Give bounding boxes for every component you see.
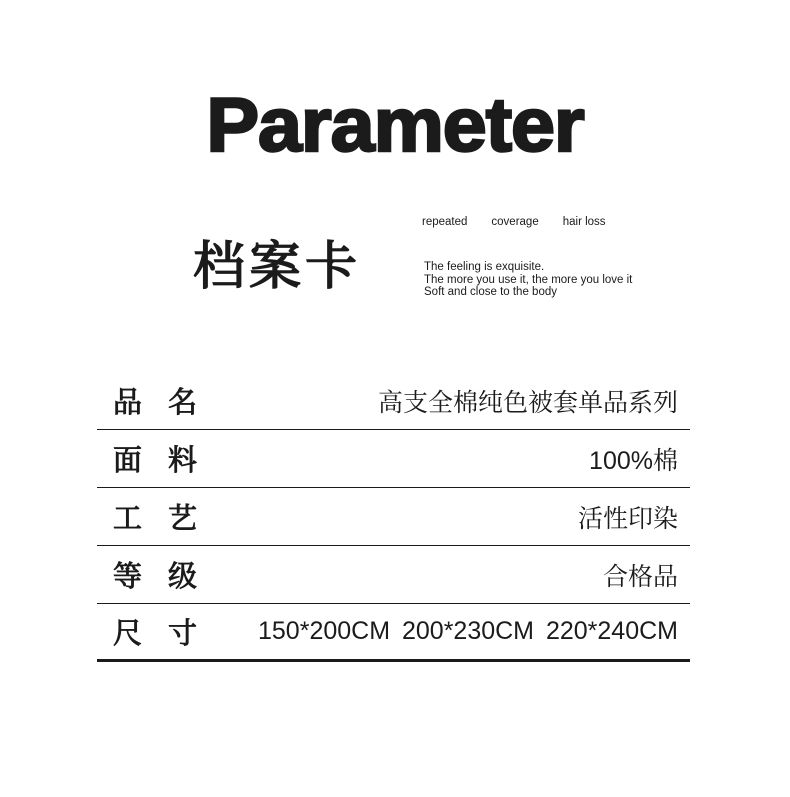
row-label bbox=[113, 438, 197, 479]
row-label bbox=[113, 496, 197, 537]
page-title: Parameter bbox=[206, 83, 584, 168]
row-label-char: 等 bbox=[113, 561, 143, 593]
row-label-char: 名 bbox=[167, 387, 197, 419]
row-value: 150*200CM 200*230CM 220*240CM bbox=[258, 617, 678, 645]
description-line: The feeling is exquisite. bbox=[424, 261, 545, 273]
row-value: 合格品 bbox=[602, 562, 678, 591]
spec-table bbox=[97, 372, 690, 662]
row-label-char: 面 bbox=[113, 445, 143, 477]
row-label-char: 寸 bbox=[167, 618, 197, 650]
table-row-size bbox=[97, 604, 690, 662]
product-description bbox=[424, 261, 632, 299]
feature-keyword: hair loss bbox=[562, 216, 606, 228]
feature-keyword: repeated bbox=[422, 216, 468, 228]
table-row-product-name bbox=[97, 372, 690, 430]
table-row-grade bbox=[97, 546, 690, 604]
feature-keyword: coverage bbox=[491, 216, 539, 228]
row-label-char: 料 bbox=[167, 445, 197, 477]
row-label bbox=[113, 611, 197, 652]
row-label-char: 工 bbox=[113, 503, 143, 535]
row-label bbox=[113, 380, 197, 421]
row-value: 活性印染 bbox=[577, 504, 678, 533]
description-line: Soft and close to the body bbox=[424, 286, 557, 298]
row-label-char: 品 bbox=[113, 387, 143, 419]
table-row-fabric bbox=[97, 430, 690, 488]
table-row-craft bbox=[97, 488, 690, 546]
row-label-char: 级 bbox=[167, 561, 197, 593]
row-value: 100%棉 bbox=[589, 446, 678, 475]
feature-keywords bbox=[422, 216, 606, 228]
description-line: The more you use it, the more you love it bbox=[424, 273, 633, 286]
row-label-char: 艺 bbox=[167, 503, 197, 535]
row-value: 高支全棉纯色被套单品系列 bbox=[377, 388, 678, 417]
row-label-char: 尺 bbox=[113, 618, 143, 650]
page-subtitle: 档案卡 bbox=[193, 238, 362, 296]
row-label bbox=[113, 554, 197, 595]
